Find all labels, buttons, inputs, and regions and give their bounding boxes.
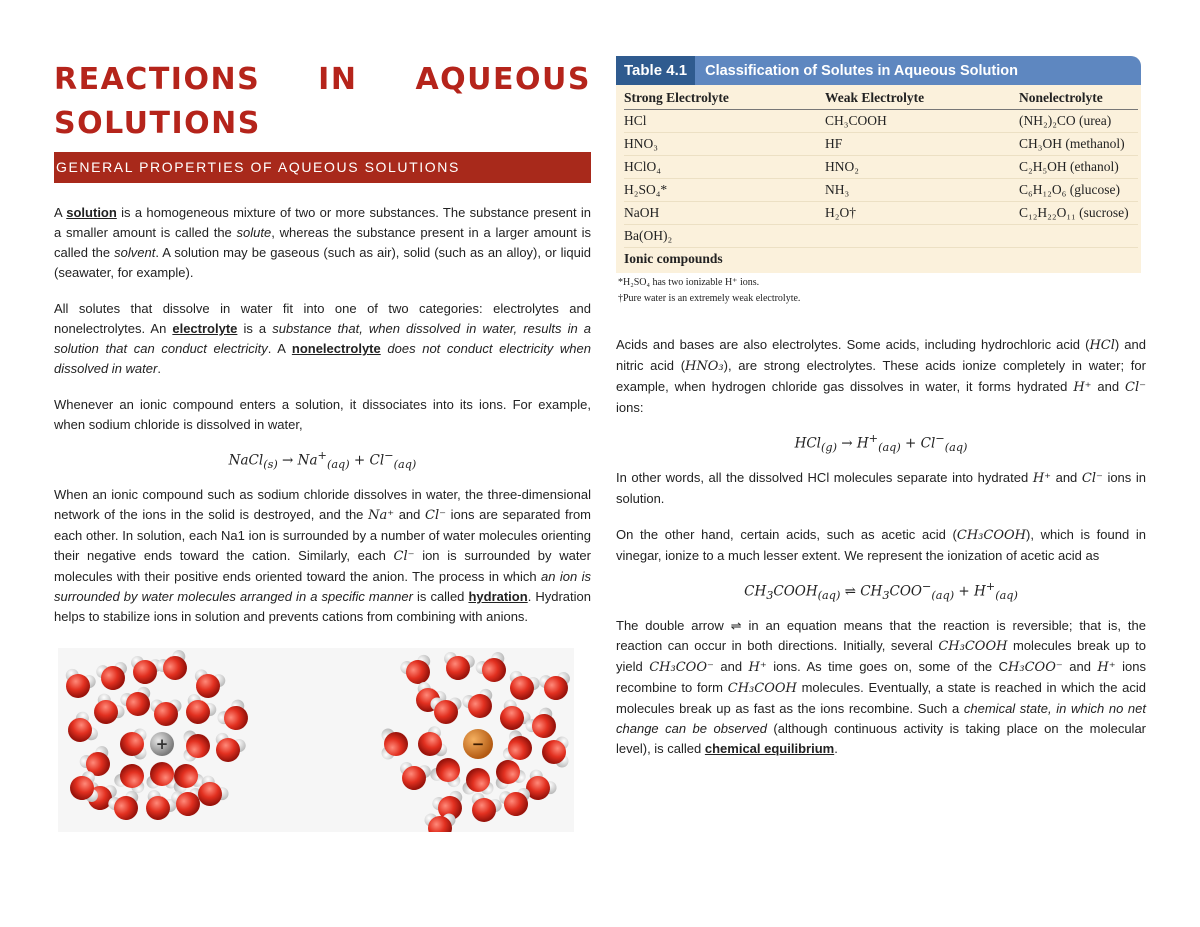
- table-row: H₂SO₄* NH₃ C₆H₁₂O₆ (glucose): [624, 179, 1138, 202]
- left-column: [54, 58, 591, 627]
- water-molecule: [425, 814, 456, 833]
- title-word-3: AQUEOUS: [415, 62, 591, 97]
- water-molecule: [95, 661, 130, 692]
- water-molecule: [184, 731, 211, 762]
- paragraph-acids-bases: Acids and bases are also electrolytes. Some acids, including hydrochloric acid (HCl) and nitric acid (HNO₃), are strong electrolytes. These acids ionize completely in water; for example, when hydrogen chloride gas dissolves in water, it forms hydrated H⁺ and Cl⁻ ions:: [616, 337, 1146, 415]
- title-word-2: IN: [318, 62, 358, 97]
- table-row: NaOH H₂O† C₁₂H₂₂O₁₁ (sucrose): [624, 202, 1138, 225]
- column-header: Strong Electrolyte: [624, 85, 825, 110]
- equation-nacl: NaCl$_{(s)}$ → $Na^+_{(aq)} + Cl^-_{(aq)}$: [228, 449, 417, 472]
- column-header: Weak Electrolyte: [825, 85, 1019, 110]
- paragraph-acetic-acid: On the other hand, certain acids, such as acetic acid (CH₃COOH), which is found in vinegar, ionize to a much lesser extent. We represent the ionization of acetic acid as: [616, 527, 1146, 564]
- paragraph-equilibrium: The double arrow ⇌ in an equation means that the reaction is reversible; that is, the reaction can occur in both directions. Initially, several CH₃COOH molecules break up to yield CH₃COO⁻ and H⁺ ions. As time goes on, some of the CH₃COO⁻ and H⁺ ions recombine to form CH₃COOH molecules. Eventually, a state is reached in which the acid molecules break up as fast as the ions recombine. Such a chemical state, in which no net change can be observed (although continuous activity is taking place on the molecular level), is called chemical equilibrium.: [616, 618, 1147, 757]
- paragraph-electrolytes: All solutes that dissolve in water fit into one of two categories: electrolytes and nonelectrolytes. An electrolyte is a substance that, when dissolved in water, results in a solution that can conduct electricity. A nonelectrolyte does not conduct electricity when dissolved in water.: [54, 301, 591, 376]
- anion: [463, 729, 493, 759]
- right-column: [616, 56, 1146, 759]
- water-molecule: [431, 698, 462, 725]
- water-molecule: [460, 687, 498, 723]
- water-molecule: [382, 729, 409, 760]
- classification-table: [616, 56, 1141, 273]
- section-heading: GENERAL PROPERTIES OF AQUEOUS SOLUTIONS: [54, 152, 591, 183]
- table-row: HClO₄ HNO₂ C₂H₅OH (ethanol): [624, 156, 1138, 179]
- water-molecule: [398, 653, 436, 689]
- paragraph-hydration: When an ionic compound such as sodium chloride dissolves in water, the three-dimensional network of the ions in the solid is destroyed, and the Na⁺ and Cl⁻ ions are separated from each other. In solution, each Na1 ion is surrounded by a number of water molecules orienting their negative ends toward the cation. Similarly, each Cl⁻ ion is surrounded by water molecules with their positive ends oriented toward the anion. The process in which an ion is surrounded by water molecules arranged in a specific manner is called hydration. Hydration helps to stabilize ions in solution and prevents cations from combining with anions.: [54, 487, 592, 625]
- table-row: Ionic compounds: [624, 251, 723, 266]
- term-chemical-equilibrium: chemical equilibrium: [704, 741, 835, 757]
- paragraph-solution: A solution is a homogeneous mixture of two or more substances. The substance present in a smaller amount is called the solute, whereas the substance present in a larger amount is called the solvent. A solution may be gaseous (such as air), solid (such as an alloy), or liquid (seawater, for example).: [54, 205, 591, 280]
- water-molecule: [209, 731, 247, 767]
- term-electrolyte: electrolyte: [172, 321, 238, 336]
- water-molecule: [538, 671, 573, 702]
- water-molecule: [413, 724, 449, 762]
- term-solution: solution: [66, 205, 117, 220]
- water-molecule: [120, 729, 147, 760]
- water-molecule: [473, 650, 513, 688]
- equation-hcl: $HCl_{(g)} \to H^+_{(aq)} + Cl^-_{(aq)}$: [794, 432, 968, 455]
- water-molecule: [498, 787, 533, 818]
- water-molecule: [503, 669, 541, 705]
- solutes-table: [624, 85, 1138, 270]
- paragraph-dissociation: Whenever an ionic compound enters a solution, it dissociates into its ions. For example, when sodium chloride is dissolved in water,: [54, 397, 591, 432]
- table-row: Ba(OH)₂: [624, 225, 1138, 248]
- title-word-1: REACTIONS: [54, 62, 261, 97]
- water-molecule: [59, 667, 97, 703]
- cation: [150, 732, 174, 756]
- hydration-illustration: [58, 648, 574, 832]
- title-line-2: SOLUTIONS: [54, 106, 261, 141]
- water-molecule: [465, 791, 503, 827]
- table-number: Table 4.1: [616, 56, 695, 85]
- water-molecule: [489, 755, 527, 791]
- water-molecule: [139, 788, 179, 826]
- table-row: HNO₃ HF CH₃OH (methanol): [624, 133, 1138, 156]
- water-molecule: [428, 753, 466, 789]
- table-caption: Classification of Solutes in Aqueous Solution: [705, 62, 1018, 79]
- cation-symbol: +: [155, 735, 169, 753]
- table-header-bar: [616, 56, 1141, 85]
- column-header: Nonelectrolyte: [1019, 85, 1138, 110]
- water-molecule: [215, 697, 256, 737]
- water-molecule: [542, 737, 569, 768]
- water-molecule: [128, 655, 163, 686]
- water-molecule: [147, 762, 178, 789]
- water-molecule: [463, 768, 494, 795]
- paragraph-hcl-ions: In other words, all the dissolved HCl molecules separate into hydrated H⁺ and Cl⁻ ions in solution.: [616, 470, 1146, 507]
- water-molecule: [397, 761, 432, 792]
- table-footnote-1: *H₂SO₄ has two ionizable H⁺ ions.: [618, 277, 760, 288]
- term-hydration: hydration: [468, 589, 528, 605]
- anion-symbol: −: [471, 735, 485, 753]
- table-footnote-2: †Pure water is an extremely weak electrolyte.: [618, 293, 801, 304]
- water-molecule: [154, 648, 194, 686]
- water-molecule: [179, 692, 219, 730]
- hydration-diagram: [58, 648, 574, 832]
- equation-acetic-acid: $CH_3COOH_{(aq)}$ ⇌ $CH_3COO^-_{(aq)} + H^+_{(aq)}$: [744, 580, 1018, 603]
- page-title: [54, 58, 591, 146]
- term-nonelectrolyte: nonelectrolyte: [291, 341, 381, 356]
- water-molecule: [112, 759, 150, 795]
- table-row: HCl CH₃COOH (NH₂)₂CO (urea): [624, 110, 1138, 133]
- water-molecule: [151, 700, 182, 727]
- water-molecule: [118, 685, 156, 721]
- water-molecule: [441, 651, 476, 682]
